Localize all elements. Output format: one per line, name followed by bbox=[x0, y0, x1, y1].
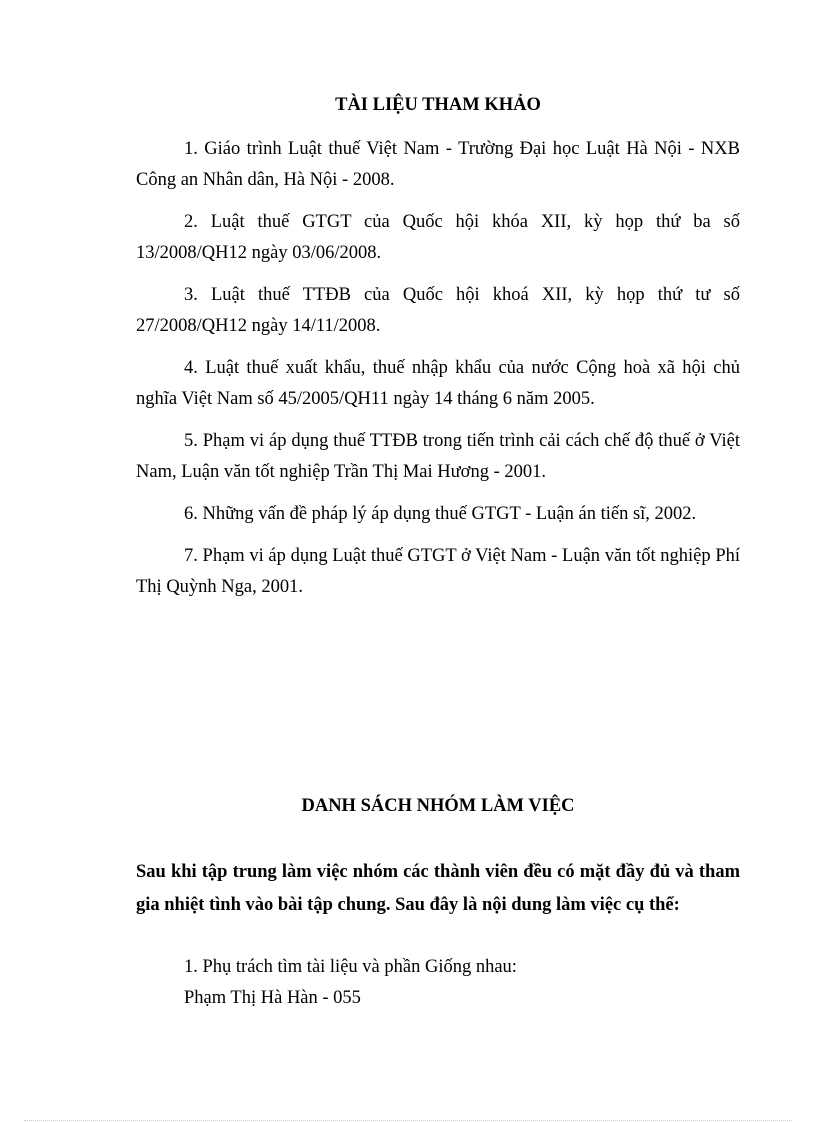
reference-item: 7. Phạm vi áp dụng Luật thuế GTGT ở Việt Nam - Luận văn tốt nghiệp Phí Thị Quỳnh Nga, 2001. bbox=[136, 546, 740, 597]
reference-item: 4. Luật thuế xuất khẩu, thuế nhập khẩu của nước Cộng hoà xã hội chủ nghĩa Việt Nam số 45/2005/QH11 ngày 14 tháng 6 năm 2005. bbox=[136, 358, 740, 409]
references-title: TÀI LIỆU THAM KHẢO bbox=[335, 95, 541, 115]
reference-item: 3. Luật thuế TTĐB của Quốc hội khoá XII, kỳ họp thứ tư số 27/2008/QH12 ngày 14/11/2008. bbox=[136, 285, 740, 336]
reference-item: 1. Giáo trình Luật thuế Việt Nam - Trường Đại học Luật Hà Nội - NXB Công an Nhân dân, Hà Nội - 2008. bbox=[136, 139, 740, 190]
references-list bbox=[136, 134, 740, 614]
task-item: 1. Phụ trách tìm tài liệu và phần Giống nhau: bbox=[184, 957, 517, 977]
team-member-name: Phạm Thị Hà Hàn - 055 bbox=[184, 988, 361, 1008]
page-bottom-divider bbox=[24, 1120, 792, 1121]
team-intro-paragraph: Sau khi tập trung làm việc nhóm các thành viên đều có mặt đầy đủ và tham gia nhiệt tình vào bài tập chung. Sau đây là nội dung làm việc cụ thể: bbox=[136, 862, 740, 915]
reference-item: 6. Những vấn đề pháp lý áp dụng thuế GTGT - Luận án tiến sĩ, 2002. bbox=[184, 504, 697, 524]
reference-item: 5. Phạm vi áp dụng thuế TTĐB trong tiến trình cải cách chế độ thuế ở Việt Nam, Luận văn tốt nghiệp Trần Thị Mai Hương - 2001. bbox=[136, 431, 740, 482]
reference-item: 2. Luật thuế GTGT của Quốc hội khóa XII, kỳ họp thứ ba số 13/2008/QH12 ngày 03/06/2008. bbox=[136, 212, 740, 263]
team-list-title: DANH SÁCH NHÓM LÀM VIỆC bbox=[301, 796, 575, 816]
